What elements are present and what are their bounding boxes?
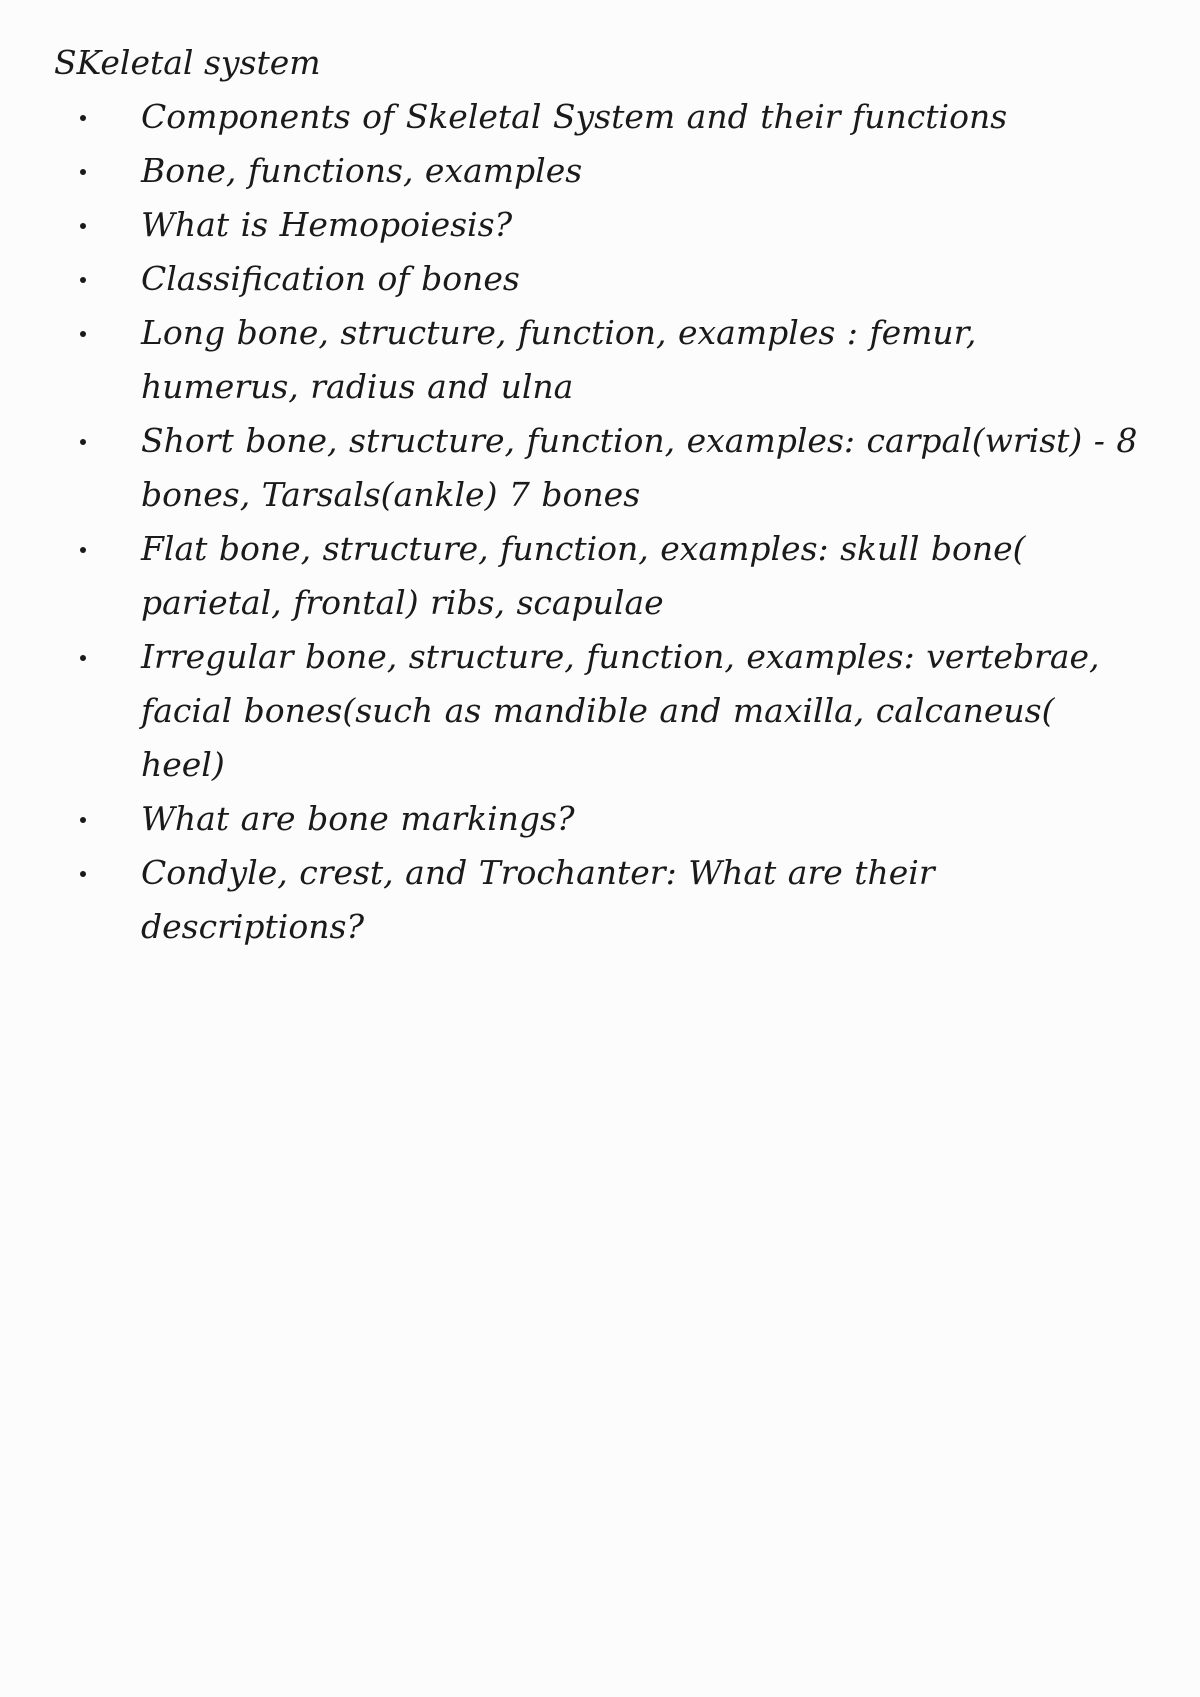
bullet-list [0,90,1200,954]
list-item [0,90,1200,144]
bullet-icon [80,169,86,175]
list-item [0,252,1200,306]
note-title: SKeletal system [54,43,321,82]
list-item-text: Condyle, crest, and Trochanter: What are their descriptions? [141,853,935,946]
bullet-icon [80,115,86,121]
list-item-text: Bone, functions, examples [141,151,583,190]
list-item-text: Short bone, structure, function, examples: carpal(wrist) - 8 bones, Tarsals(ankle) 7 bones [141,421,1138,514]
bullet-icon [80,655,86,661]
list-item [0,144,1200,198]
bullet-icon [80,871,86,877]
bullet-icon [80,547,86,553]
bullet-icon [80,331,86,337]
list-item [0,198,1200,252]
list-item [0,846,1200,954]
bullet-icon [80,439,86,445]
list-item-text: Flat bone, structure, function, examples: skull bone( parietal, frontal) ribs, scapulae [141,529,1026,622]
list-item [0,630,1200,792]
list-item-text: Components of Skeletal System and their functions [141,97,1008,136]
list-item [0,414,1200,522]
list-item-text: Irregular bone, structure, function, examples: vertebrae, facial bones(such as mandible and maxilla, calcaneus( heel) [141,637,1100,784]
list-item-text: Long bone, structure, function, examples : femur, humerus, radius and ulna [141,313,977,406]
list-item [0,306,1200,414]
list-item-text: What are bone markings? [141,799,575,838]
bullet-icon [80,277,86,283]
bullet-icon [80,817,86,823]
list-item-text: What is Hemopoiesis? [141,205,513,244]
list-item-text: Classification of bones [141,259,520,298]
bullet-icon [80,223,86,229]
list-item [0,522,1200,630]
list-item [0,792,1200,846]
